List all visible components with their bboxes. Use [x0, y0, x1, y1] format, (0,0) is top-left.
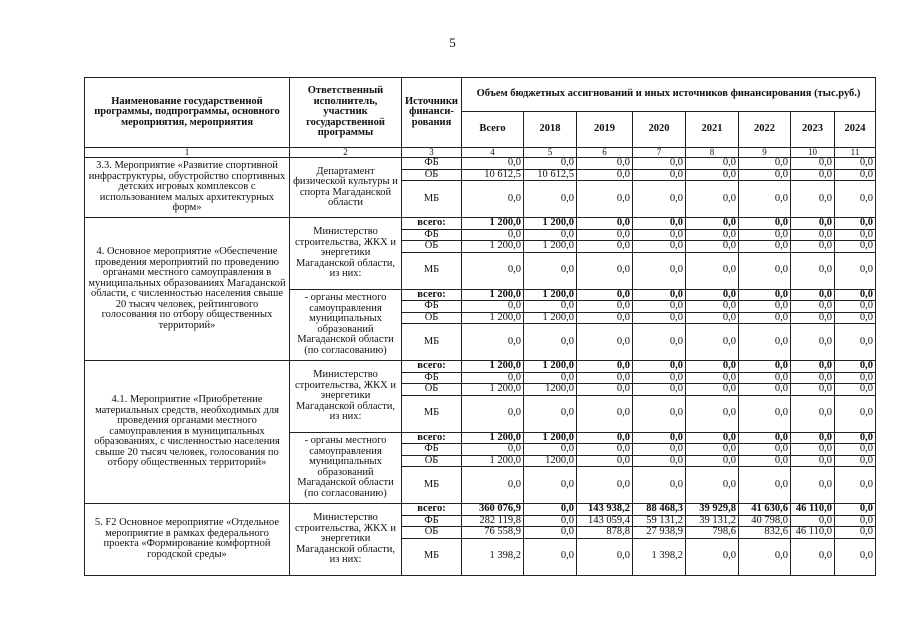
amount-cell: 0,0 [791, 372, 835, 384]
amount-cell: 0,0 [686, 538, 739, 575]
table-row [85, 158, 876, 170]
amount-cell: 0,0 [835, 527, 876, 539]
funding-source-cell: всего: [402, 361, 462, 373]
amount-cell: 0,0 [633, 301, 686, 313]
program-name-cell: 4. Основное мероприятие «Обеспечение проведения мероприятий по проведению органами местного самоуправления в муниципальных образованиях Магаданской области, с численностью населения свыше 20 тысяч человек, рейтингового голосования по отбору общественных территорий» [85, 218, 290, 361]
header-index: 11 [835, 148, 876, 158]
header-executor: Ответственный исполнитель, участник государственной программы [290, 78, 402, 148]
amount-cell: 1 200,0 [462, 361, 524, 373]
amount-cell: 0,0 [686, 372, 739, 384]
amount-cell: 0,0 [633, 395, 686, 432]
amount-cell: 0,0 [686, 455, 739, 467]
amount-cell: 0,0 [524, 467, 577, 504]
amount-cell: 0,0 [739, 158, 791, 170]
amount-cell: 0,0 [835, 312, 876, 324]
amount-cell: 0,0 [524, 527, 577, 539]
amount-cell: 0,0 [686, 301, 739, 313]
amount-cell: 1 200,0 [462, 289, 524, 301]
amount-cell: 0,0 [524, 444, 577, 456]
amount-cell: 0,0 [633, 241, 686, 253]
funding-source-cell: ОБ [402, 169, 462, 181]
amount-cell: 0,0 [739, 312, 791, 324]
header-year: 2018 [524, 112, 577, 148]
amount-cell: 0,0 [739, 301, 791, 313]
header-year: 2022 [739, 112, 791, 148]
amount-cell: 0,0 [686, 241, 739, 253]
amount-cell: 0,0 [739, 372, 791, 384]
amount-cell: 0,0 [524, 229, 577, 241]
amount-cell: 1 398,2 [633, 538, 686, 575]
executor-cell: Министерство строительства, ЖКХ и энергетики Магаданской области, из них: [290, 218, 402, 290]
amount-cell: 0,0 [791, 455, 835, 467]
header-source: Источники финанси-рования [402, 78, 462, 148]
amount-cell: 0,0 [524, 395, 577, 432]
amount-cell: 0,0 [739, 252, 791, 289]
header-index: 8 [686, 148, 739, 158]
header-year: Всего [462, 112, 524, 148]
amount-cell: 0,0 [835, 361, 876, 373]
funding-source-cell: МБ [402, 467, 462, 504]
funding-source-cell: всего: [402, 289, 462, 301]
program-name-cell: 3.3. Мероприятие «Развитие спортивной инфраструктуры, обустройство спортивных детских игровых комплексов с использованием малых архитектурных форм» [85, 158, 290, 218]
amount-cell: 0,0 [791, 395, 835, 432]
amount-cell: 0,0 [686, 467, 739, 504]
amount-cell: 0,0 [686, 361, 739, 373]
amount-cell: 0,0 [791, 361, 835, 373]
amount-cell: 0,0 [835, 252, 876, 289]
funding-source-cell: ОБ [402, 384, 462, 396]
amount-cell: 0,0 [462, 444, 524, 456]
amount-cell: 1 200,0 [462, 455, 524, 467]
amount-cell: 0,0 [686, 324, 739, 361]
amount-cell: 0,0 [577, 169, 633, 181]
funding-source-cell: ФБ [402, 301, 462, 313]
amount-cell: 0,0 [577, 312, 633, 324]
amount-cell: 0,0 [791, 169, 835, 181]
amount-cell: 0,0 [791, 312, 835, 324]
amount-cell: 0,0 [791, 538, 835, 575]
amount-cell: 0,0 [739, 289, 791, 301]
amount-cell: 1 200,0 [462, 312, 524, 324]
amount-cell: 0,0 [791, 324, 835, 361]
amount-cell: 0,0 [577, 432, 633, 444]
program-name-cell: 4.1. Мероприятие «Приобретение материальных средств, необходимых для проведения органами местного самоуправления в муниципальных образованиях, с численностью населения свыше 20 тысяч человек, голосования по отбору общественных территорий» [85, 361, 290, 504]
amount-cell: 27 938,9 [633, 527, 686, 539]
header-name: Наименование государственной программы, подпрограммы, основного мероприятия, мероприятия [85, 78, 290, 148]
funding-source-cell: МБ [402, 252, 462, 289]
amount-cell: 0,0 [791, 515, 835, 527]
amount-cell: 0,0 [791, 301, 835, 313]
budget-table-body [85, 158, 876, 576]
page-number: 5 [449, 35, 456, 50]
amount-cell: 0,0 [577, 324, 633, 361]
amount-cell: 0,0 [577, 301, 633, 313]
header-volume: Объем бюджетных ассигнований и иных источников финансирования (тыс.руб.) [462, 78, 876, 112]
amount-cell: 0,0 [462, 252, 524, 289]
funding-source-cell: ОБ [402, 241, 462, 253]
amount-cell: 0,0 [739, 218, 791, 230]
amount-cell: 0,0 [835, 384, 876, 396]
amount-cell: 0,0 [633, 384, 686, 396]
amount-cell: 0,0 [835, 289, 876, 301]
amount-cell: 0,0 [739, 169, 791, 181]
amount-cell: 0,0 [791, 467, 835, 504]
amount-cell: 0,0 [686, 252, 739, 289]
executor-cell: Министерство строительства, ЖКХ и энергетики Магаданской области, из них: [290, 361, 402, 433]
executor-cell: - органы местного самоуправления муниципальных образований Магаданской области (по согласованию) [290, 432, 402, 504]
amount-cell: 76 558,9 [462, 527, 524, 539]
amount-cell: 143 938,2 [577, 504, 633, 516]
amount-cell: 0,0 [739, 181, 791, 218]
amount-cell: 0,0 [462, 395, 524, 432]
funding-source-cell: ФБ [402, 158, 462, 170]
amount-cell: 1 200,0 [462, 432, 524, 444]
amount-cell: 0,0 [835, 229, 876, 241]
amount-cell: 0,0 [739, 241, 791, 253]
amount-cell: 0,0 [633, 169, 686, 181]
amount-cell: 0,0 [577, 444, 633, 456]
amount-cell: 0,0 [739, 395, 791, 432]
amount-cell: 0,0 [739, 432, 791, 444]
table-row [85, 504, 876, 516]
amount-cell: 0,0 [524, 181, 577, 218]
amount-cell: 0,0 [524, 158, 577, 170]
amount-cell: 0,0 [835, 515, 876, 527]
header-index: 4 [462, 148, 524, 158]
amount-cell: 0,0 [633, 324, 686, 361]
funding-source-cell: МБ [402, 181, 462, 218]
header-index: 9 [739, 148, 791, 158]
amount-cell: 0,0 [577, 252, 633, 289]
amount-cell: 0,0 [739, 361, 791, 373]
header-index-row [85, 148, 876, 158]
amount-cell: 0,0 [686, 158, 739, 170]
funding-source-cell: ФБ [402, 444, 462, 456]
amount-cell: 0,0 [835, 301, 876, 313]
amount-cell: 0,0 [791, 432, 835, 444]
amount-cell: 0,0 [739, 455, 791, 467]
amount-cell: 143 059,4 [577, 515, 633, 527]
amount-cell: 0,0 [577, 181, 633, 218]
funding-source-cell: ФБ [402, 229, 462, 241]
amount-cell: 0,0 [686, 229, 739, 241]
amount-cell: 0,0 [462, 301, 524, 313]
amount-cell: 0,0 [577, 467, 633, 504]
amount-cell: 0,0 [686, 289, 739, 301]
amount-cell: 0,0 [633, 444, 686, 456]
amount-cell: 46 110,0 [791, 527, 835, 539]
amount-cell: 0,0 [835, 218, 876, 230]
executor-cell: Министерство строительства, ЖКХ и энергетики Магаданской области, из них: [290, 504, 402, 576]
amount-cell: 0,0 [791, 218, 835, 230]
amount-cell: 0,0 [633, 455, 686, 467]
amount-cell: 0,0 [791, 158, 835, 170]
header-year: 2021 [686, 112, 739, 148]
funding-source-cell: всего: [402, 432, 462, 444]
amount-cell: 0,0 [577, 289, 633, 301]
header-index: 3 [402, 148, 462, 158]
budget-table [84, 77, 876, 576]
amount-cell: 88 468,3 [633, 504, 686, 516]
amount-cell: 1 200,0 [524, 361, 577, 373]
amount-cell: 0,0 [686, 444, 739, 456]
funding-source-cell: ФБ [402, 515, 462, 527]
amount-cell: 798,6 [686, 527, 739, 539]
amount-cell: 0,0 [633, 252, 686, 289]
funding-source-cell: ОБ [402, 527, 462, 539]
amount-cell: 0,0 [633, 432, 686, 444]
amount-cell: 0,0 [835, 455, 876, 467]
amount-cell: 0,0 [462, 181, 524, 218]
amount-cell: 0,0 [524, 504, 577, 516]
amount-cell: 0,0 [462, 467, 524, 504]
amount-cell: 0,0 [577, 229, 633, 241]
amount-cell: 0,0 [524, 252, 577, 289]
amount-cell: 0,0 [835, 467, 876, 504]
amount-cell: 0,0 [633, 218, 686, 230]
amount-cell: 0,0 [633, 289, 686, 301]
amount-cell: 0,0 [835, 538, 876, 575]
amount-cell: 0,0 [739, 467, 791, 504]
amount-cell: 1 200,0 [462, 384, 524, 396]
amount-cell: 1 398,2 [462, 538, 524, 575]
amount-cell: 0,0 [835, 432, 876, 444]
amount-cell: 360 076,9 [462, 504, 524, 516]
amount-cell: 0,0 [791, 229, 835, 241]
amount-cell: 39 929,8 [686, 504, 739, 516]
amount-cell: 0,0 [835, 158, 876, 170]
amount-cell: 0,0 [686, 169, 739, 181]
amount-cell: 0,0 [835, 444, 876, 456]
amount-cell: 0,0 [835, 169, 876, 181]
amount-cell: 0,0 [739, 324, 791, 361]
amount-cell: 0,0 [524, 324, 577, 361]
executor-cell: - органы местного самоуправления муниципальных образований Магаданской области (по согласованию) [290, 289, 402, 361]
funding-source-cell: МБ [402, 395, 462, 432]
amount-cell: 0,0 [835, 395, 876, 432]
amount-cell: 39 131,2 [686, 515, 739, 527]
funding-source-cell: всего: [402, 504, 462, 516]
header-index: 7 [633, 148, 686, 158]
amount-cell: 59 131,2 [633, 515, 686, 527]
header-year: 2024 [835, 112, 876, 148]
amount-cell: 0,0 [462, 324, 524, 361]
amount-cell: 0,0 [791, 241, 835, 253]
amount-cell: 0,0 [686, 432, 739, 444]
amount-cell: 0,0 [739, 229, 791, 241]
amount-cell: 1 200,0 [524, 289, 577, 301]
amount-cell: 0,0 [462, 229, 524, 241]
amount-cell: 0,0 [577, 384, 633, 396]
amount-cell: 0,0 [791, 384, 835, 396]
amount-cell: 0,0 [633, 229, 686, 241]
amount-cell: 0,0 [835, 372, 876, 384]
amount-cell: 41 630,6 [739, 504, 791, 516]
header-year: 2020 [633, 112, 686, 148]
amount-cell: 0,0 [577, 218, 633, 230]
table-row [85, 218, 876, 230]
amount-cell: 0,0 [686, 384, 739, 396]
amount-cell: 0,0 [686, 181, 739, 218]
program-name-cell: 5. F2 Основное мероприятие «Отдельное мероприятие в рамках федерального проекта «Формирование комфортной городской среды» [85, 504, 290, 576]
amount-cell: 0,0 [577, 361, 633, 373]
amount-cell: 0,0 [577, 455, 633, 467]
header-index: 2 [290, 148, 402, 158]
amount-cell: 1 200,0 [524, 432, 577, 444]
amount-cell: 0,0 [524, 515, 577, 527]
amount-cell: 0,0 [739, 538, 791, 575]
amount-cell: 0,0 [739, 444, 791, 456]
amount-cell: 10 612,5 [524, 169, 577, 181]
amount-cell: 1 200,0 [524, 218, 577, 230]
header-index: 1 [85, 148, 290, 158]
amount-cell: 1 200,0 [462, 241, 524, 253]
header-year: 2019 [577, 112, 633, 148]
amount-cell: 0,0 [633, 312, 686, 324]
amount-cell: 1200,0 [524, 455, 577, 467]
amount-cell: 0,0 [686, 395, 739, 432]
amount-cell: 0,0 [633, 372, 686, 384]
amount-cell: 0,0 [633, 181, 686, 218]
funding-source-cell: ФБ [402, 372, 462, 384]
amount-cell: 1200,0 [524, 384, 577, 396]
amount-cell: 0,0 [577, 241, 633, 253]
amount-cell: 0,0 [791, 444, 835, 456]
executor-cell: Департамент физической культуры и спорта Магаданской области [290, 158, 402, 218]
amount-cell: 832,6 [739, 527, 791, 539]
amount-cell: 0,0 [633, 467, 686, 504]
header-index: 6 [577, 148, 633, 158]
amount-cell: 1 200,0 [524, 241, 577, 253]
amount-cell: 1 200,0 [462, 218, 524, 230]
funding-source-cell: всего: [402, 218, 462, 230]
amount-cell: 0,0 [577, 158, 633, 170]
amount-cell: 0,0 [633, 158, 686, 170]
amount-cell: 0,0 [633, 361, 686, 373]
amount-cell: 0,0 [739, 384, 791, 396]
amount-cell: 0,0 [686, 312, 739, 324]
table-row [85, 361, 876, 373]
amount-cell: 0,0 [791, 252, 835, 289]
amount-cell: 0,0 [835, 324, 876, 361]
header-index: 5 [524, 148, 577, 158]
amount-cell: 0,0 [835, 504, 876, 516]
amount-cell: 0,0 [835, 241, 876, 253]
amount-cell: 0,0 [577, 538, 633, 575]
amount-cell: 0,0 [791, 181, 835, 218]
funding-source-cell: МБ [402, 538, 462, 575]
amount-cell: 40 798,0 [739, 515, 791, 527]
amount-cell: 46 110,0 [791, 504, 835, 516]
header-year: 2023 [791, 112, 835, 148]
amount-cell: 1 200,0 [524, 312, 577, 324]
funding-source-cell: ОБ [402, 312, 462, 324]
amount-cell: 0,0 [524, 301, 577, 313]
funding-source-cell: МБ [402, 324, 462, 361]
amount-cell: 0,0 [524, 372, 577, 384]
amount-cell: 0,0 [462, 158, 524, 170]
amount-cell: 878,8 [577, 527, 633, 539]
amount-cell: 0,0 [577, 372, 633, 384]
amount-cell: 0,0 [686, 218, 739, 230]
header-index: 10 [791, 148, 835, 158]
funding-source-cell: ОБ [402, 455, 462, 467]
amount-cell: 282 119,8 [462, 515, 524, 527]
amount-cell: 0,0 [577, 395, 633, 432]
amount-cell: 0,0 [462, 372, 524, 384]
amount-cell: 0,0 [791, 289, 835, 301]
amount-cell: 0,0 [835, 181, 876, 218]
amount-cell: 0,0 [524, 538, 577, 575]
amount-cell: 10 612,5 [462, 169, 524, 181]
